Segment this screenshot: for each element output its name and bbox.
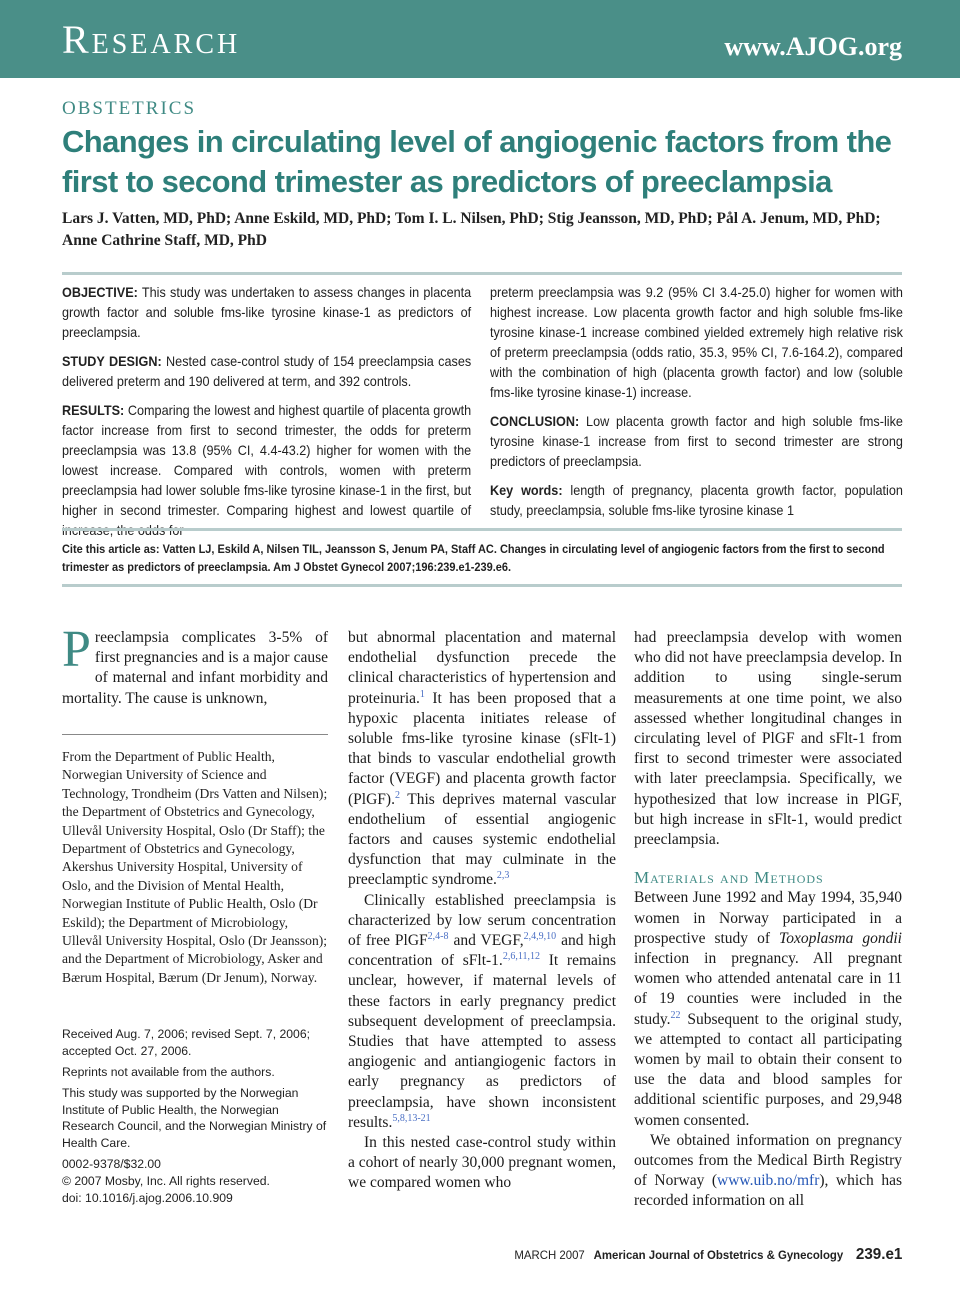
affiliation-text: From the Department of Public Health, Norwegian University of Science and Technology, Trondheim (Drs Vatten and Nilsen); the Department of Obstetrics and Gynecology, Ullevål University Hospital, Oslo (Dr Staff); the Department of Obstetrics and Gynecology, Akershus University Hospital, University of Oslo, and the Division of Mental Health, Norwegian Institute of Public Health, Oslo (Dr Eskild); the Department of Microbiology, Ullevål University Hospital, Oslo (Dr Jeansson); and the Department of Microbiology, Asker and Bærum Hospital, Bærum (Dr Jenum), Norway. [62, 749, 328, 985]
abstract [62, 283, 903, 538]
page-number: 239.e1 [855, 1246, 902, 1263]
conclusion-heading: CONCLUSION: [490, 414, 580, 429]
abstract-results-continued: preterm preeclampsia was 9.2 (95% CI 3.4-25.0) higher for women with highest increase. Low placenta growth factor and high soluble fms-like tyrosine kinase-1 increase combined yielded extremely high relative risk of preterm preeclampsia (odds ratio, 35.3, 95% CI, 7.6-164.2), compared with the combination of high (placenta growth factor) and low (soluble fms-like tyrosine kinase-1) increase. [490, 285, 903, 400]
affiliations [62, 748, 328, 987]
paragraph-text: This deprives maternal vascular endothelium of essential angiogenic factors and causes systemic endothelial dysfunction that may culminate in the preeclamptic syndrome. [348, 790, 616, 889]
body-paragraph: In this nested case-control study within a cohort of nearly 30,000 pregnant women, we compared women who [348, 1134, 616, 1192]
body-paragraph [634, 1131, 902, 1212]
funding-note: This study was supported by the Norwegian Institute of Public Health, the Norwegian Research Council, and the Norwegian Ministry of Health Care. [62, 1086, 327, 1150]
article-category: OBSTETRICS [62, 98, 197, 119]
journal-url-link[interactable]: www.AJOG.org [724, 32, 902, 61]
page-footer [514, 1246, 902, 1264]
abstract-right-column [490, 283, 903, 530]
abstract-objective [62, 283, 471, 343]
reference-link[interactable]: 5,8,13-21 [392, 1112, 431, 1124]
objective-text: This study was undertaken to assess changes in placenta growth factor and soluble fms-like tyrosine kinase-1 as predictors of preeclampsia. [62, 285, 472, 340]
abstract-bottom-rule [62, 528, 902, 531]
paragraph-text: It has been proposed that a hypoxic placenta initiates release of soluble fms-like tyrosine kinase (sFlt-1) that binds to vascular endothelial growth factor (VEGF) and placenta growth factor (PlGF). [348, 689, 616, 808]
copyright: © 2007 Mosby, Inc. All rights reserved. [62, 1174, 270, 1188]
body-column-2 [348, 628, 616, 1194]
paragraph-text: Clinically established preeclampsia is characterized by low serum concentration of free PlGF [348, 891, 616, 950]
species-name: Toxoplasma gondii [779, 929, 902, 947]
abstract-keywords [490, 481, 903, 521]
keywords-text: length of pregnancy, placenta growth factor, population study, preeclampsia, soluble fms-like tyrosine kinase 1 [490, 483, 903, 518]
abstract-design [62, 352, 471, 392]
journal-name: American Journal of Obstetrics & Gynecology [593, 1248, 843, 1262]
design-text: Nested case-control study of 154 preeclampsia cases delivered preterm and 190 delivered at term, and 392 controls. [62, 354, 472, 389]
citation: Cite this article as: Vatten LJ, Eskild A, Nilsen TIL, Jeansson S, Jenum PA, Staff AC. Changes in circulating level of angiogenic factors from the first to second trimester as predictors of preeclampsia. Am J Obstet Gynecol 2007;196:239.e1-239.e6. [62, 542, 885, 574]
reference-link[interactable]: 2,3 [496, 870, 510, 882]
conclusion-text: Low placenta growth factor and high soluble fms-like tyrosine kinase-1 increase from first to second trimester are strong predictors of preeclampsia. [490, 414, 903, 469]
abstract-conclusion [490, 412, 903, 472]
author-line: Lars J. Vatten, MD, PhD; Anne Eskild, MD, PhD; Tom I. L. Nilsen, PhD; Stig Jeansson, MD, PhD; Pål A. Jenum, MD, PhD; [62, 210, 881, 227]
paragraph-text: and high concentration of sFlt-1. [348, 932, 616, 970]
author-list [62, 208, 912, 252]
citation-rule [62, 584, 902, 587]
affiliation-rule [62, 734, 328, 735]
abstract-results [62, 401, 471, 541]
reference-link[interactable]: 2 [394, 789, 400, 801]
results-text: Comparing the lowest and highest quartile of placenta growth factor increase from first to second trimester, the odds for preterm preeclampsia was 13.8 (95% CI, 4.4-43.2) higher for women with the lowest increase. Compared with controls, women with preterm preeclampsia had lower soluble fms-like tyrosine kinase-1 in the first, but higher in second trimester. Comparing highest and lowest quartile of increase, the odds for [62, 403, 472, 538]
paragraph-text: but abnormal placentation and maternal endothelial dysfunction precede the clinical characteristics of hypertension and proteinuria. [348, 629, 616, 707]
results-heading: RESULTS: [62, 403, 125, 418]
reference-link[interactable]: 2,4-8 [427, 930, 449, 942]
body-paragraph [348, 891, 616, 1133]
doi: doi: 10.1016/j.ajog.2006.10.909 [62, 1191, 233, 1205]
paragraph-text: reeclampsia complicates 3-5% of first pregnancies and is a major cause of maternal and infant morbidity and mortality. The cause is unknown, [62, 629, 328, 707]
methods-heading: Materials and Methods [634, 868, 824, 888]
header-banner [0, 0, 960, 78]
paragraph-text: We obtained information on pregnancy outcomes from the Medical Birth Registry of Norway ( [634, 1131, 902, 1190]
author-line: Anne Cathrine Staff, MD, PhD [62, 232, 267, 249]
body-column-1 [62, 621, 328, 709]
body-paragraph [62, 621, 328, 709]
body-paragraph: had preeclampsia develop with women who did not have preeclampsia develop. In addition to using single-serum measurements at one time point, we also assessed whether longitudinal changes in circulating level of PlGF and sFlt-1 from first to second trimester were associated with later preeclampsia. Specifically, we hypothesized that low increase in PlGF, but high increase in sFlt-1, would predict preeclampsia. [634, 629, 902, 849]
reference-link[interactable]: 22 [670, 1009, 681, 1021]
received-dates: Received Aug. 7, 2006; revised Sept. 7, 2006; accepted Oct. 27, 2006. [62, 1027, 310, 1058]
registry-link[interactable]: www.uib.no/mfr [717, 1172, 820, 1190]
issn: 0002-9378/$32.00 [62, 1157, 161, 1171]
reference-link[interactable]: 1 [419, 688, 425, 700]
design-heading: STUDY DESIGN: [62, 354, 162, 369]
article-title: Changes in circulating level of angiogenic factors from the first to second trimester as predictors of preeclampsia [62, 124, 892, 199]
body-paragraph [348, 628, 616, 891]
issue-date: MARCH 2007 [514, 1248, 585, 1262]
paragraph-text: It remains unclear, however, if maternal levels of these factors in early pregnancy predict subsequent development of preeclampsia. Studies that have attempted to assess angiogenic and antiangiogenic factors in early pregnancy as predictors of preeclampsia, have shown inconsistent results. [348, 952, 616, 1131]
paragraph-text: and VEGF, [448, 932, 524, 950]
body-column-3 [634, 628, 902, 1212]
paragraph-text: Subsequent to the original study, we attempted to contact all participating women by mail to obtain their consent to use the data and blood samples for additional scientific purposes, and 29,948 women consented. [634, 1010, 902, 1129]
reference-link[interactable]: 2,6,11,12 [502, 951, 540, 963]
objective-heading: OBJECTIVE: [62, 285, 138, 300]
drop-cap: P [62, 621, 91, 678]
paragraph-text: infection in pregnancy. All pregnant women who attended antenatal care in 11 of 19 counties were included in the study. [634, 950, 902, 1028]
body-paragraph [634, 888, 902, 1130]
keywords-heading: Key words: [490, 483, 563, 498]
section-name: Research [62, 17, 241, 62]
paragraph-text: Between June 1992 and May 1994, 35,940 women in Norway participated in a prospective study of [634, 889, 902, 947]
abstract-top-rule [62, 272, 902, 275]
reference-link[interactable]: 2,4,9,10 [523, 930, 557, 942]
paragraph-text: ), which has recorded information on all [634, 1172, 902, 1210]
reprints-note: Reprints not available from the authors. [62, 1065, 275, 1079]
abstract-left-column [62, 283, 471, 550]
